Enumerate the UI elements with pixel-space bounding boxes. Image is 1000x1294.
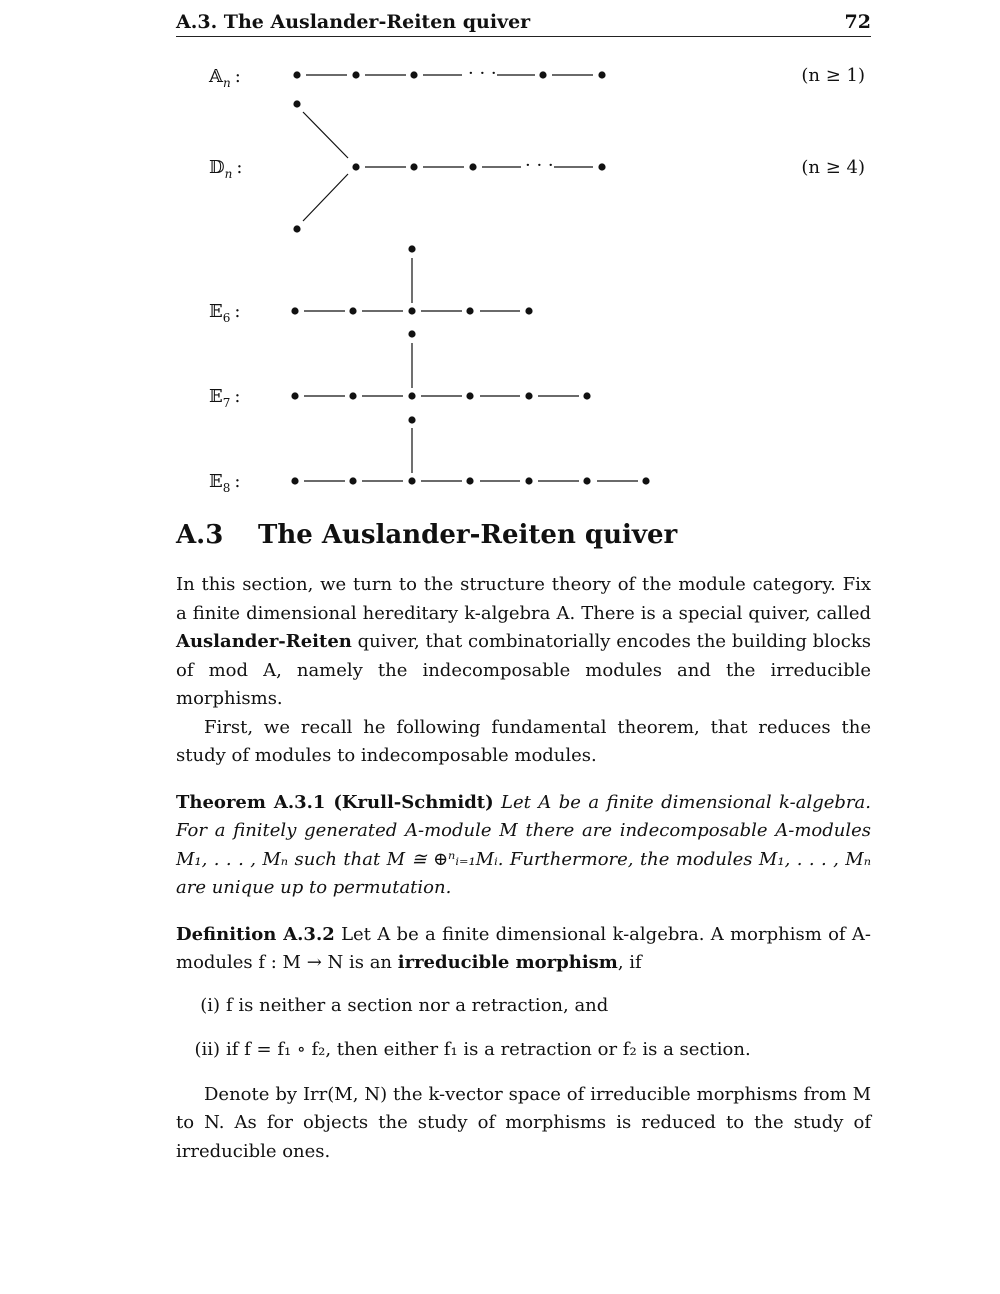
label-An: 𝔸$_n$ : <box>209 66 241 90</box>
page-number: 72 <box>844 11 871 33</box>
paragraph-recall: First, we recall he following fundamental theorem, that reduces the study of modules to indecomposable modules. <box>176 716 871 766</box>
header-title: A.3. The Auslander-Reiten quiver <box>176 11 531 33</box>
definition-conditions <box>176 992 871 1065</box>
label-E6: 𝔼$_6$ : <box>209 301 241 325</box>
list-item: (ii) if f = f₁ ∘ f₂, then either f₁ is a retraction or f₂ is a section. <box>194 1039 751 1060</box>
definition-irreducible: Definition A.3.2 Let A be a finite dimensional k-algebra. A morphism of A-modules f : M → N is an irreducible morphism, if <box>176 923 871 973</box>
diagram-E7-vertices <box>291 330 590 399</box>
paragraph-intro: In this section, we turn to the structure theory of the module category. Fix a finite dimensional hereditary k-algebra A. There is a special quiver, called Auslander-Reiten quiver, that combinatorially encodes the building blocks of mod A, namely the indecomposable modules and the irreducible morphisms. <box>176 574 871 709</box>
label-E8: 𝔼$_8$ : <box>209 471 241 495</box>
An-ellipsis: · · · <box>468 63 497 84</box>
section-number: A.3 <box>176 520 224 550</box>
paragraph-irr: Denote by Irr(M, N) the k-vector space of irreducible morphisms from M to N. As for objects the study of morphisms is reduced to the study of irreducible ones. <box>176 1083 871 1162</box>
theorem-krull-schmidt <box>176 789 871 903</box>
label-Dn: 𝔻$_n$ : <box>209 157 243 181</box>
label-E7: 𝔼$_7$ : <box>209 386 241 410</box>
theorem-head: Theorem A.3.1 (Krull-Schmidt) <box>176 791 494 813</box>
Dn-ellipsis: · · · <box>525 155 554 176</box>
section-title: The Auslander-Reiten quiver <box>258 520 678 550</box>
diagram-E7-edges <box>304 343 579 396</box>
section-heading <box>176 517 871 553</box>
An-condition: (n ≥ 1) <box>801 65 865 86</box>
diagram-E6-edges <box>304 258 520 311</box>
section-content <box>176 517 871 1166</box>
list-item: (i) f is neither a section nor a retraction, and <box>200 994 609 1016</box>
theorem-body: Let A be a finite dimensional k-algebra. For a finitely generated A-module M there are indecomposable A-modules M₁, . . . , Mₙ such that M ≅ ⊕ⁿᵢ₌₁Mᵢ. Furthermore, the modules M₁, . . . , Mₙ are unique up to permutation. <box>176 791 871 898</box>
definition-head: Definition A.3.2 <box>176 923 335 945</box>
Dn-condition: (n ≥ 4) <box>801 157 865 178</box>
dynkin-diagrams <box>0 0 1000 520</box>
diagram-E8-edges <box>304 428 638 481</box>
diagram-E8-vertices <box>291 416 649 484</box>
